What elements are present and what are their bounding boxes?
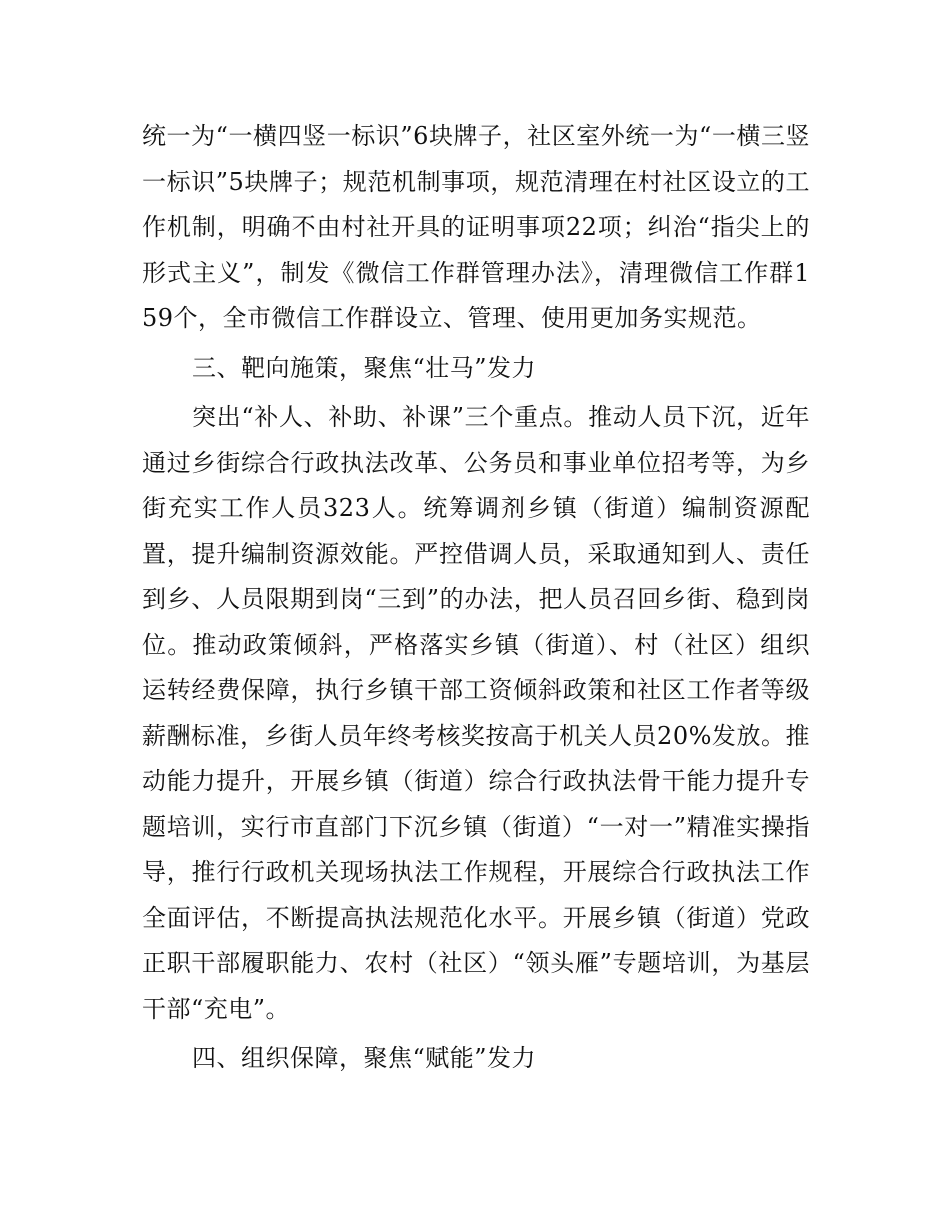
section-heading-3: 三、靶向施策，聚焦“壮马”发力 (192, 353, 537, 382)
paragraph-body: 突出“补人、补助、补课”三个重点。推动人员下沉，近年通过乡街综合行政执法改革、公务员和事业单位招考等，为乡街充实工作人员323人。统筹调剂乡镇（街道）编制资源配置，提升编制资源效能。严控借调人员，采取通知到人、责任到乡、人员限期到岗“三到”的办法，把人员召回乡街、稳到岗位。推动政策倾斜，严格落实乡镇（街道）、村（社区）组织运转经费保障，执行乡镇干部工资倾斜政策和社区工作者等级薪酬标准，乡街人员年终考核奖按高于机关人员20%发放。推动能力提升，开展乡镇（街道）综合行政执法骨干能力提升专题培训，实行市直部门下沉乡镇（街道）“一对一”精准实操指导，推行行政机关现场执法工作规程，开展综合行政执法工作全面评估，不断提高执法规范化水平。开展乡镇（街道）党政正职干部履职能力、农村（社区）“领头雁”专题培训，为基层干部“充电”。 (142, 403, 810, 1023)
document-body (142, 114, 810, 1082)
paragraph-continued: 统一为“一横四竖一标识”6块牌子，社区室外统一为“一横三竖一标识”5块牌子；规范机制事项，规范清理在村社区设立的工作机制，明确不由村社开具的证明事项22项；纠治“指尖上的形式主义”，制发《微信工作群管理办法》，清理微信工作群159个，全市微信工作群设立、管理、使用更加务实规范。 (142, 122, 810, 332)
section-heading-4: 四、组织保障，聚焦“赋能”发力 (192, 1044, 537, 1072)
